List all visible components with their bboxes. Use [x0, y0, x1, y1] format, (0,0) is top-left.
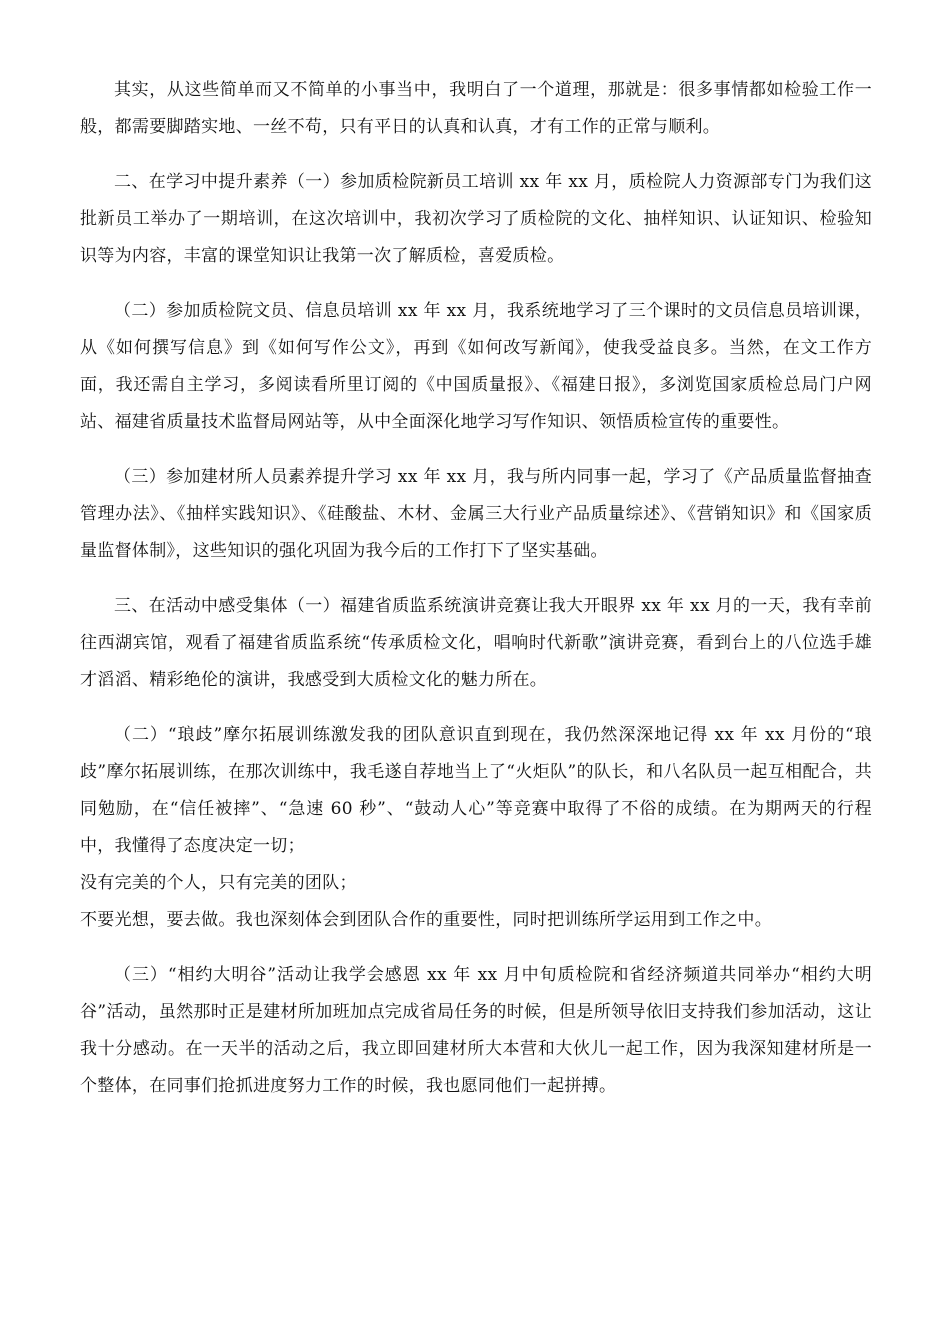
- paragraph-section-3-part-2: （二）“琅歧”摩尔拓展训练激发我的团队意识直到现在，我仍然深深地记得 xx 年 xx 月份的“琅歧”摩尔拓展训练，在那次训练中，我毛遂自荐地当上了“火炬队”的队长，和八名队员一起互相配合，共同勉励，在“信任被摔”、“急速 60 秒”、“鼓动人心”等竞赛中取得了不俗的成绩。在为期两天的行程中，我懂得了态度决定一切；: [80, 725, 872, 856]
- paragraph-gap: [80, 939, 872, 957]
- paragraph-section-2-part-1: 二、在学习中提升素养（一）参加质检院新员工培训 xx 年 xx 月，质检院人力资源部专门为我们这批新员工举办了一期培训，在这次培训中，我初次学习了质检院的文化、抽样知识、认证知识、检验知识等为内容，丰富的课堂知识让我第一次了解质检，喜爱质检。: [80, 172, 872, 266]
- paragraph-section-3-part-3: （三）“相约大明谷”活动让我学会感恩 xx 年 xx 月中旬质检院和省经济频道共同举办“相约大明谷”活动，虽然那时正是建材所加班加点完成省局任务的时候，但是所领导依旧支持我们参加活动，这让我十分感动。在一天半的活动之后，我立即回建材所大本营和大伙儿一起工作，因为我深知建材所是一个整体，在同事们抢抓进度努力工作的时候，我也愿同他们一起拼搏。: [80, 965, 872, 1096]
- paragraph-section-3-part-1: 三、在活动中感受集体（一）福建省质监系统演讲竞赛让我大开眼界 xx 年 xx 月的一天，我有幸前往西湖宾馆，观看了福建省质监系统“传承质检文化，唱响时代新歌”演讲竞赛，看到台上的八位选手雄才滔滔、精彩绝伦的演讲，我感受到大质检文化的魅力所在。: [80, 596, 872, 690]
- document-body: [80, 72, 872, 1123]
- paragraph-section-2-part-2: （二）参加质检院文员、信息员培训 xx 年 xx 月，我系统地学习了三个课时的文员信息员培训课，从《如何撰写信息》到《如何写作公文》，再到《如何改写新闻》，使我受益良多。当然，在文工作方面，我还需自主学习，多阅读看所里订阅的《中国质量报》、《福建日报》，多浏览国家质检总局门户网站、福建省质量技术监督局网站等，从中全面深化地学习写作知识、领悟质检宣传的重要性。: [80, 301, 872, 432]
- paragraph-action-line: 不要光想，要去做。我也深刻体会到团队合作的重要性，同时把训练所学运用到工作之中。: [80, 910, 772, 930]
- paragraph-conclusion: 其实，从这些简单而又不简单的小事当中，我明白了一个道理，那就是：很多事情都如检验工作一般，都需要脚踏实地、一丝不苟，只有平日的认真和认真，才有工作的正常与顺利。: [80, 80, 872, 137]
- paragraph-team-line: 没有完美的个人，只有完美的团队；: [80, 873, 357, 893]
- paragraph-section-2-part-3: （三）参加建材所人员素养提升学习 xx 年 xx 月，我与所内同事一起，学习了《产品质量监督抽查管理办法》、《抽样实践知识》、《硅酸盐、木材、金属三大行业产品质量综述》、《营销知识》和《国家质量监督体制》，这些知识的强化巩固为我今后的工作打下了坚实基础。: [80, 467, 872, 561]
